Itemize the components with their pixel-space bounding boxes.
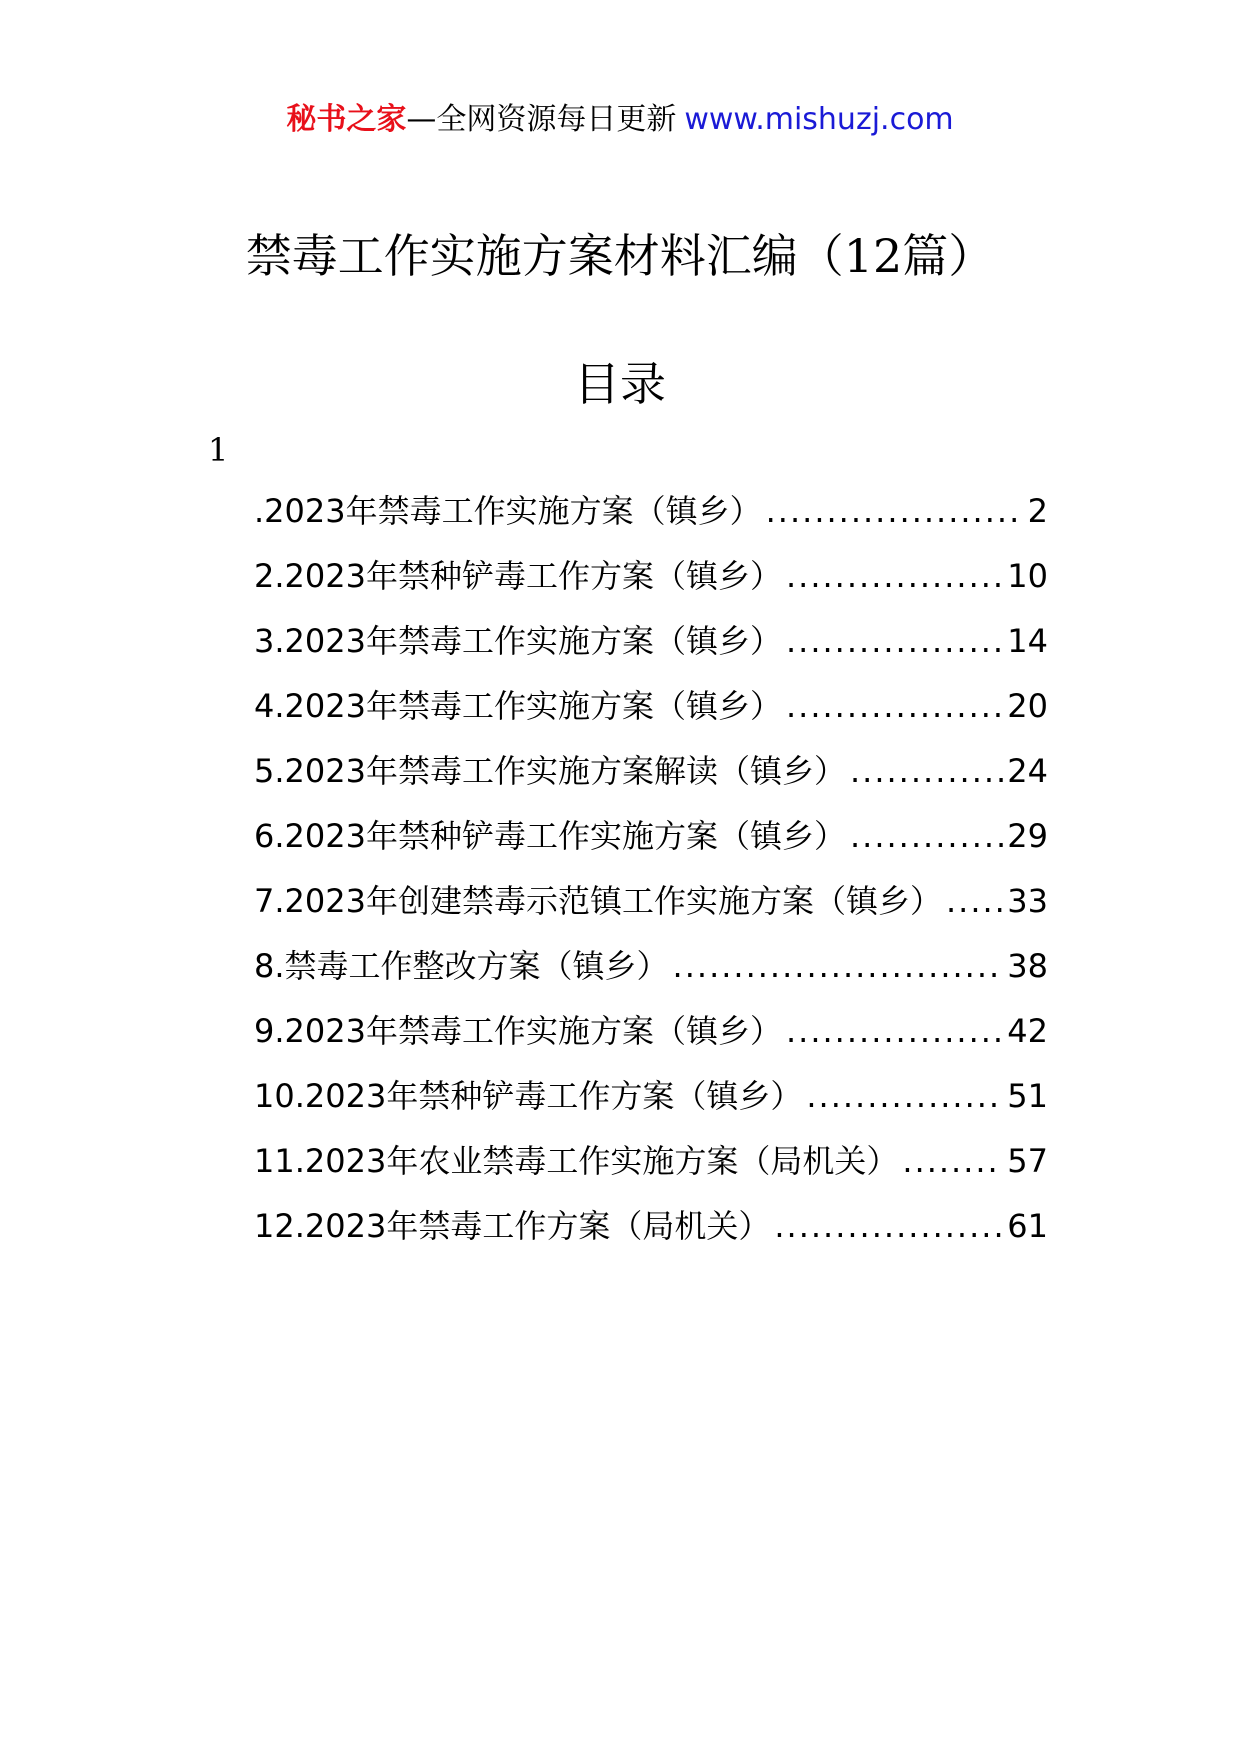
toc-entry-title: 11.2023年农业禁毒工作实施方案（局机关） — [254, 1142, 899, 1180]
site-header — [0, 100, 1240, 140]
site-brand: 秘书之家 — [286, 102, 407, 137]
toc-leader-dots — [786, 618, 1003, 664]
toc-entry-title: 7.2023年创建禁毒示范镇工作实施方案（镇乡） — [254, 882, 942, 920]
page-marker: 1 — [208, 431, 229, 469]
toc-leader-dots — [902, 1138, 1003, 1184]
toc-entry-6[interactable] — [254, 813, 1048, 878]
toc-leader-dots — [673, 943, 1004, 989]
toc-entry-page: 20 — [1007, 687, 1048, 725]
title-main: 禁毒工作实施方案材料汇编（ — [245, 229, 844, 283]
toc-entry-5[interactable] — [254, 748, 1048, 813]
toc-leader-dots — [774, 1203, 1003, 1249]
toc-leader-dots — [850, 813, 1003, 859]
toc-entry-title: 12.2023年禁毒工作方案（局机关） — [254, 1207, 771, 1245]
toc-entry-9[interactable] — [254, 1008, 1048, 1073]
toc-entry-page: 10 — [1007, 557, 1048, 595]
table-of-contents — [254, 488, 1048, 1268]
toc-entry-title: 8.禁毒工作整改方案（镇乡） — [254, 947, 669, 985]
toc-entry-3[interactable] — [254, 618, 1048, 683]
toc-leader-dots — [850, 748, 1003, 794]
toc-leader-dots — [766, 488, 1024, 534]
document-title — [0, 226, 1240, 286]
toc-entry-title: 4.2023年禁毒工作实施方案（镇乡） — [254, 687, 782, 725]
toc-entry-page: 33 — [1007, 882, 1048, 920]
toc-leader-dots — [946, 878, 1003, 924]
toc-entry-title: 5.2023年禁毒工作实施方案解读（镇乡） — [254, 752, 846, 790]
toc-entry-page: 14 — [1007, 622, 1048, 660]
toc-heading: 目录 — [574, 357, 666, 411]
toc-leader-dots — [786, 683, 1003, 729]
toc-entry-title: 10.2023年禁种铲毒工作方案（镇乡） — [254, 1077, 803, 1115]
title-count: 12 — [843, 229, 903, 283]
toc-entry-page: 57 — [1007, 1142, 1048, 1180]
toc-entry-8[interactable] — [254, 943, 1048, 1008]
toc-entry-page: 2 — [1027, 492, 1048, 530]
site-tagline: —全网资源每日更新 — [406, 102, 677, 137]
toc-entry-4[interactable] — [254, 683, 1048, 748]
toc-entry-10[interactable] — [254, 1073, 1048, 1138]
toc-entry-12[interactable] — [254, 1203, 1048, 1268]
toc-entry-2[interactable] — [254, 553, 1048, 618]
toc-entry-page: 42 — [1007, 1012, 1048, 1050]
toc-entry-title: 9.2023年禁毒工作实施方案（镇乡） — [254, 1012, 782, 1050]
toc-leader-dots — [786, 553, 1003, 599]
toc-entry-page: 51 — [1007, 1077, 1048, 1115]
toc-entry-11[interactable] — [254, 1138, 1048, 1203]
toc-entry-7[interactable] — [254, 878, 1048, 943]
toc-entry-page: 24 — [1007, 752, 1048, 790]
toc-entry-1[interactable] — [254, 488, 1048, 553]
title-suffix: 篇） — [902, 229, 995, 283]
toc-entry-title: 3.2023年禁毒工作实施方案（镇乡） — [254, 622, 782, 660]
toc-entry-page: 38 — [1007, 947, 1048, 985]
toc-leader-dots — [786, 1008, 1003, 1054]
toc-entry-title: 6.2023年禁种铲毒工作实施方案（镇乡） — [254, 817, 846, 855]
toc-entry-page: 29 — [1007, 817, 1048, 855]
toc-entry-page: 61 — [1007, 1207, 1048, 1245]
toc-entry-title: 2.2023年禁种铲毒工作方案（镇乡） — [254, 557, 782, 595]
toc-leader-dots — [806, 1073, 1003, 1119]
toc-entry-title: .2023年禁毒工作实施方案（镇乡） — [254, 492, 762, 530]
site-url-link[interactable]: www.mishuzj.com — [684, 102, 954, 137]
